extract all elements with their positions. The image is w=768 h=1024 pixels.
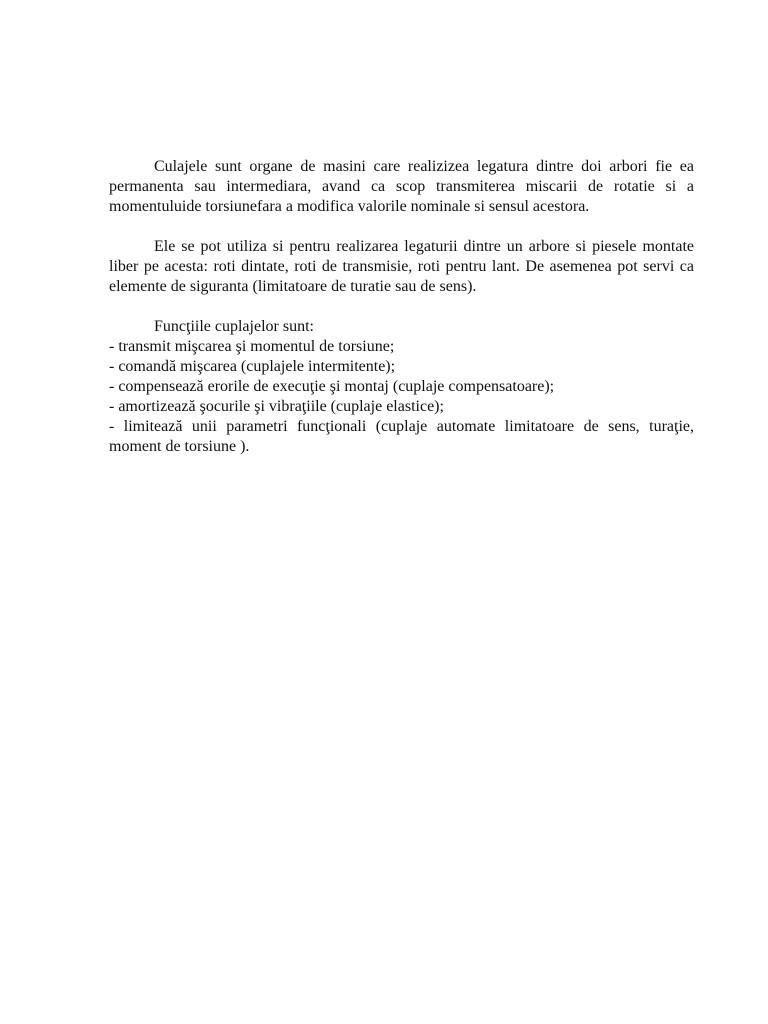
functions-heading: Funcţiile cuplajelor sunt: (154, 318, 314, 335)
list-item: - transmit mişcarea şi momentul de torsiune; (109, 338, 395, 355)
functions-list (109, 337, 694, 457)
list-item: - compensează erorile de execuţie şi montaj (cuplaje compensatoare); (109, 378, 555, 395)
paragraph-couplings-definition: Culajele sunt organe de masini care realizizea legatura dintre doi arbori fie ea permanenta sau intermediara, avand ca scop transmiterea miscarii de rotatie si a momentuluide torsiunefara a modifica valorile nominale si sensul acestora. (109, 158, 694, 215)
paragraph-couplings-usage: Ele se pot utiliza si pentru realizarea legaturii dintre un arbore si piesele montate liber pe acesta: roti dintate, roti de transmisie, roti pentru lant. De asemenea pot servi ca elemente de siguranta (limitatoare de turatie sau de sens). (109, 238, 694, 295)
list-item: - limitează unii parametri funcţionali (cuplaje automate limitatoare de sens, turaţie, moment de torsiune ). (109, 418, 694, 455)
list-item: - amortizează şocurile şi vibraţiile (cuplaje elastice); (109, 398, 444, 415)
list-item: - comandă mişcarea (cuplajele intermitente); (109, 358, 396, 375)
document-body (109, 157, 694, 457)
